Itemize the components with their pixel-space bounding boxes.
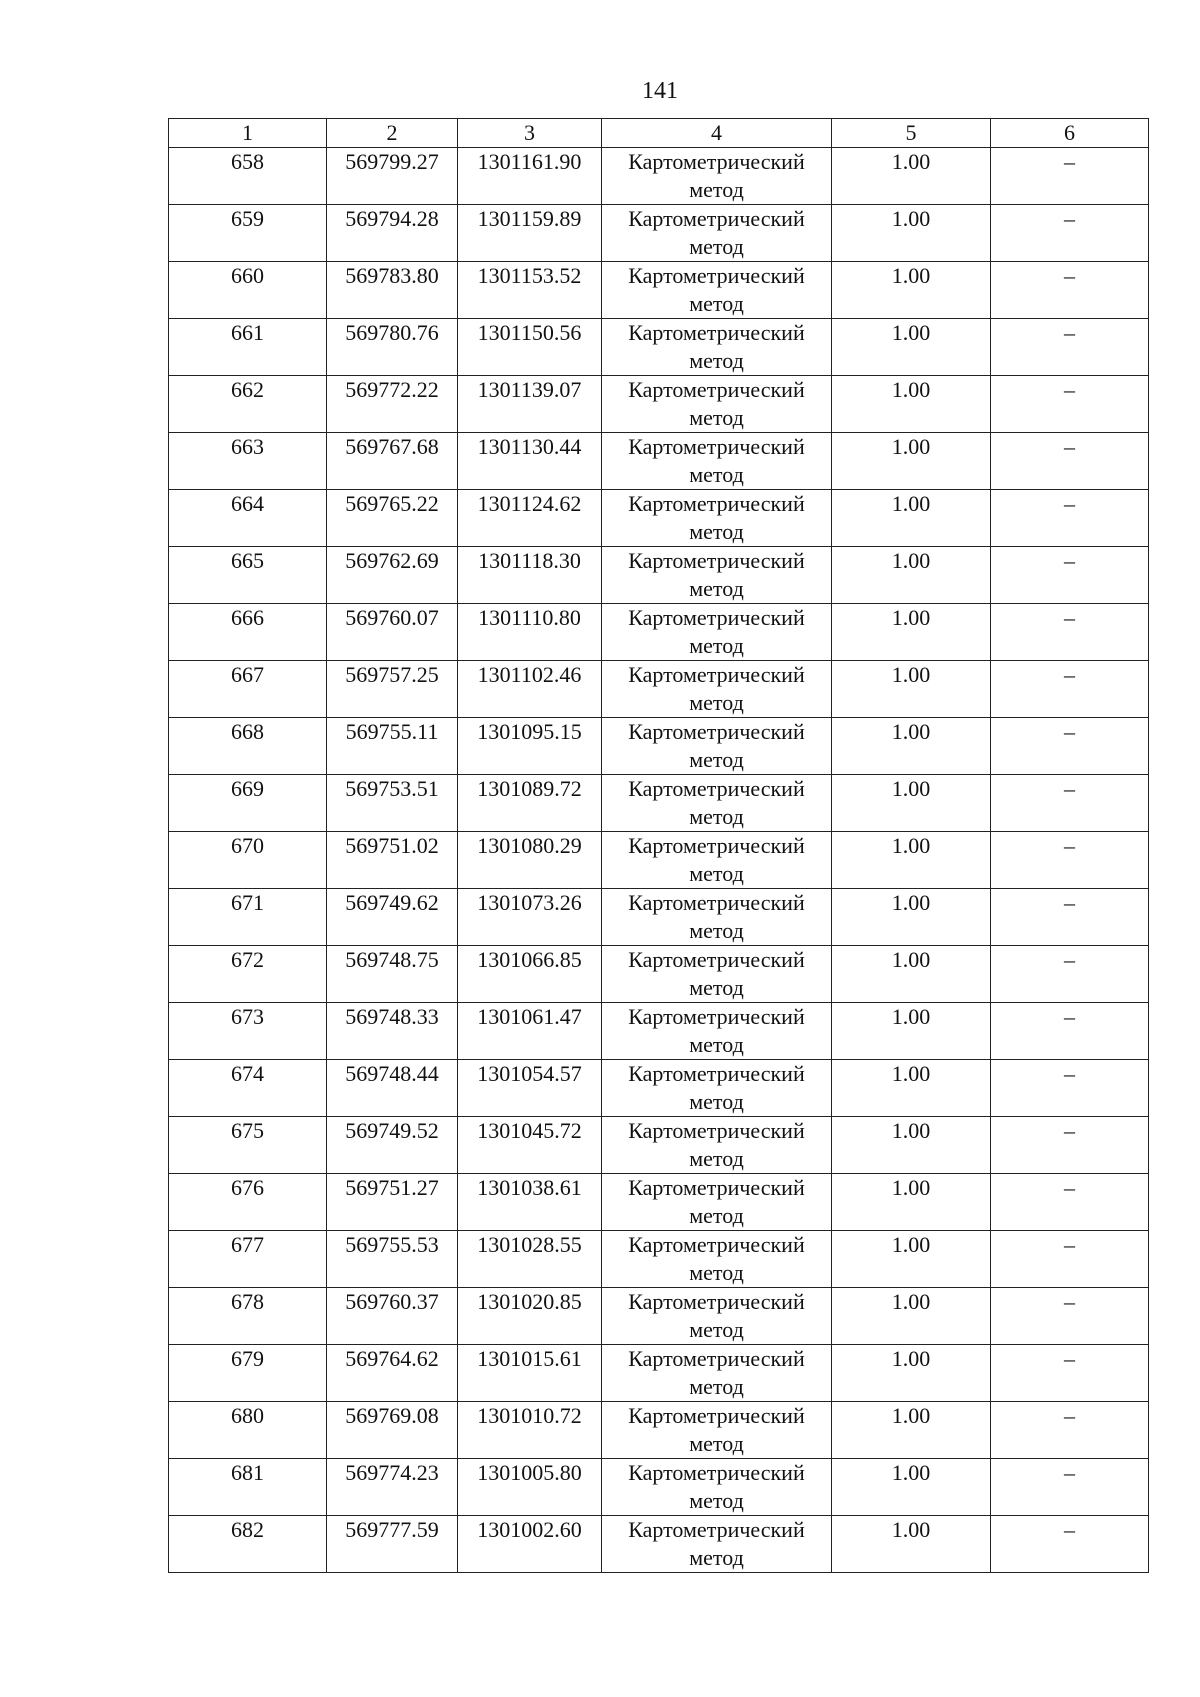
x-coordinate-cell: 569783.80 (327, 262, 458, 319)
point-number-cell: 670 (169, 832, 327, 889)
remark-cell: – (991, 946, 1149, 1003)
column-header: 4 (602, 119, 832, 148)
x-coordinate-cell: 569760.37 (327, 1288, 458, 1345)
column-header: 1 (169, 119, 327, 148)
table-row (169, 148, 1149, 205)
method-cell: Картометрический метод (602, 1516, 832, 1573)
point-number-cell: 679 (169, 1345, 327, 1402)
accuracy-cell: 1.00 (832, 1516, 991, 1573)
x-coordinate-cell: 569751.27 (327, 1174, 458, 1231)
table-row (169, 718, 1149, 775)
accuracy-cell: 1.00 (832, 1288, 991, 1345)
remark-cell: – (991, 319, 1149, 376)
point-number-cell: 681 (169, 1459, 327, 1516)
table-row (169, 1345, 1149, 1402)
y-coordinate-cell: 1301102.46 (458, 661, 602, 718)
method-cell: Картометрический метод (602, 319, 832, 376)
point-number-cell: 669 (169, 775, 327, 832)
remark-cell: – (991, 1288, 1149, 1345)
accuracy-cell: 1.00 (832, 1345, 991, 1402)
remark-cell: – (991, 1402, 1149, 1459)
point-number-cell: 677 (169, 1231, 327, 1288)
point-number-cell: 658 (169, 148, 327, 205)
method-cell: Картометрический метод (602, 832, 832, 889)
column-header: 2 (327, 119, 458, 148)
accuracy-cell: 1.00 (832, 433, 991, 490)
table-row (169, 1288, 1149, 1345)
y-coordinate-cell: 1301045.72 (458, 1117, 602, 1174)
y-coordinate-cell: 1301054.57 (458, 1060, 602, 1117)
x-coordinate-cell: 569755.11 (327, 718, 458, 775)
x-coordinate-cell: 569757.25 (327, 661, 458, 718)
remark-cell: – (991, 661, 1149, 718)
point-number-cell: 663 (169, 433, 327, 490)
point-number-cell: 674 (169, 1060, 327, 1117)
remark-cell: – (991, 775, 1149, 832)
method-cell: Картометрический метод (602, 262, 832, 319)
method-cell: Картометрический метод (602, 661, 832, 718)
x-coordinate-cell: 569769.08 (327, 1402, 458, 1459)
accuracy-cell: 1.00 (832, 490, 991, 547)
table-body (169, 148, 1149, 1573)
x-coordinate-cell: 569753.51 (327, 775, 458, 832)
table-row (169, 490, 1149, 547)
remark-cell: – (991, 1516, 1149, 1573)
y-coordinate-cell: 1301015.61 (458, 1345, 602, 1402)
y-coordinate-cell: 1301080.29 (458, 832, 602, 889)
remark-cell: – (991, 262, 1149, 319)
point-number-cell: 666 (169, 604, 327, 661)
x-coordinate-cell: 569748.33 (327, 1003, 458, 1060)
column-header: 5 (832, 119, 991, 148)
table-row (169, 205, 1149, 262)
accuracy-cell: 1.00 (832, 1060, 991, 1117)
point-number-cell: 662 (169, 376, 327, 433)
x-coordinate-cell: 569772.22 (327, 376, 458, 433)
method-cell: Картометрический метод (602, 1060, 832, 1117)
accuracy-cell: 1.00 (832, 1231, 991, 1288)
page-number: 141 (642, 78, 678, 104)
y-coordinate-cell: 1301153.52 (458, 262, 602, 319)
remark-cell: – (991, 604, 1149, 661)
remark-cell: – (991, 547, 1149, 604)
y-coordinate-cell: 1301124.62 (458, 490, 602, 547)
method-cell: Картометрический метод (602, 718, 832, 775)
accuracy-cell: 1.00 (832, 376, 991, 433)
y-coordinate-cell: 1301002.60 (458, 1516, 602, 1573)
remark-cell: – (991, 832, 1149, 889)
method-cell: Картометрический метод (602, 1117, 832, 1174)
y-coordinate-cell: 1301061.47 (458, 1003, 602, 1060)
x-coordinate-cell: 569777.59 (327, 1516, 458, 1573)
x-coordinate-cell: 569764.62 (327, 1345, 458, 1402)
accuracy-cell: 1.00 (832, 1402, 991, 1459)
method-cell: Картометрический метод (602, 547, 832, 604)
method-cell: Картометрический метод (602, 205, 832, 262)
x-coordinate-cell: 569774.23 (327, 1459, 458, 1516)
x-coordinate-cell: 569794.28 (327, 205, 458, 262)
table-row (169, 832, 1149, 889)
remark-cell: – (991, 1345, 1149, 1402)
y-coordinate-cell: 1301118.30 (458, 547, 602, 604)
table-row (169, 1174, 1149, 1231)
accuracy-cell: 1.00 (832, 1459, 991, 1516)
point-number-cell: 671 (169, 889, 327, 946)
accuracy-cell: 1.00 (832, 262, 991, 319)
method-cell: Картометрический метод (602, 433, 832, 490)
accuracy-cell: 1.00 (832, 547, 991, 604)
point-number-cell: 659 (169, 205, 327, 262)
table-row (169, 1060, 1149, 1117)
point-number-cell: 672 (169, 946, 327, 1003)
remark-cell: – (991, 148, 1149, 205)
accuracy-cell: 1.00 (832, 1117, 991, 1174)
coordinates-table (168, 118, 1149, 1573)
x-coordinate-cell: 569751.02 (327, 832, 458, 889)
method-cell: Картометрический метод (602, 775, 832, 832)
point-number-cell: 668 (169, 718, 327, 775)
method-cell: Картометрический метод (602, 376, 832, 433)
x-coordinate-cell: 569760.07 (327, 604, 458, 661)
point-number-cell: 665 (169, 547, 327, 604)
accuracy-cell: 1.00 (832, 661, 991, 718)
remark-cell: – (991, 889, 1149, 946)
accuracy-cell: 1.00 (832, 205, 991, 262)
accuracy-cell: 1.00 (832, 148, 991, 205)
method-cell: Картометрический метод (602, 148, 832, 205)
accuracy-cell: 1.00 (832, 1174, 991, 1231)
column-header: 3 (458, 119, 602, 148)
point-number-cell: 680 (169, 1402, 327, 1459)
point-number-cell: 682 (169, 1516, 327, 1573)
point-number-cell: 673 (169, 1003, 327, 1060)
point-number-cell: 676 (169, 1174, 327, 1231)
y-coordinate-cell: 1301139.07 (458, 376, 602, 433)
accuracy-cell: 1.00 (832, 604, 991, 661)
table-row (169, 775, 1149, 832)
table-row (169, 262, 1149, 319)
remark-cell: – (991, 1003, 1149, 1060)
accuracy-cell: 1.00 (832, 718, 991, 775)
x-coordinate-cell: 569748.75 (327, 946, 458, 1003)
table-row (169, 1003, 1149, 1060)
remark-cell: – (991, 718, 1149, 775)
y-coordinate-cell: 1301020.85 (458, 1288, 602, 1345)
remark-cell: – (991, 490, 1149, 547)
point-number-cell: 664 (169, 490, 327, 547)
table-header-row (169, 119, 1149, 148)
point-number-cell: 678 (169, 1288, 327, 1345)
y-coordinate-cell: 1301130.44 (458, 433, 602, 490)
x-coordinate-cell: 569765.22 (327, 490, 458, 547)
y-coordinate-cell: 1301073.26 (458, 889, 602, 946)
remark-cell: – (991, 1231, 1149, 1288)
remark-cell: – (991, 433, 1149, 490)
table-row (169, 433, 1149, 490)
table-row (169, 1516, 1149, 1573)
y-coordinate-cell: 1301005.80 (458, 1459, 602, 1516)
remark-cell: – (991, 1117, 1149, 1174)
method-cell: Картометрический метод (602, 1174, 832, 1231)
x-coordinate-cell: 569749.62 (327, 889, 458, 946)
y-coordinate-cell: 1301028.55 (458, 1231, 602, 1288)
remark-cell: – (991, 1459, 1149, 1516)
x-coordinate-cell: 569748.44 (327, 1060, 458, 1117)
method-cell: Картометрический метод (602, 604, 832, 661)
y-coordinate-cell: 1301161.90 (458, 148, 602, 205)
method-cell: Картометрический метод (602, 1231, 832, 1288)
method-cell: Картометрический метод (602, 1288, 832, 1345)
y-coordinate-cell: 1301010.72 (458, 1402, 602, 1459)
method-cell: Картометрический метод (602, 1402, 832, 1459)
y-coordinate-cell: 1301150.56 (458, 319, 602, 376)
y-coordinate-cell: 1301095.15 (458, 718, 602, 775)
table-row (169, 1402, 1149, 1459)
table-row (169, 604, 1149, 661)
method-cell: Картометрический метод (602, 889, 832, 946)
column-header: 6 (991, 119, 1149, 148)
table-row (169, 1459, 1149, 1516)
table-row (169, 319, 1149, 376)
x-coordinate-cell: 569762.69 (327, 547, 458, 604)
x-coordinate-cell: 569767.68 (327, 433, 458, 490)
remark-cell: – (991, 1060, 1149, 1117)
table-row (169, 376, 1149, 433)
table-row (169, 661, 1149, 718)
accuracy-cell: 1.00 (832, 775, 991, 832)
remark-cell: – (991, 376, 1149, 433)
table-row (169, 889, 1149, 946)
y-coordinate-cell: 1301089.72 (458, 775, 602, 832)
point-number-cell: 660 (169, 262, 327, 319)
y-coordinate-cell: 1301110.80 (458, 604, 602, 661)
table-header (169, 119, 1149, 148)
method-cell: Картометрический метод (602, 490, 832, 547)
point-number-cell: 661 (169, 319, 327, 376)
method-cell: Картометрический метод (602, 1345, 832, 1402)
y-coordinate-cell: 1301159.89 (458, 205, 602, 262)
accuracy-cell: 1.00 (832, 319, 991, 376)
method-cell: Картометрический метод (602, 1459, 832, 1516)
remark-cell: – (991, 1174, 1149, 1231)
accuracy-cell: 1.00 (832, 832, 991, 889)
table-row (169, 1231, 1149, 1288)
x-coordinate-cell: 569799.27 (327, 148, 458, 205)
table-row (169, 1117, 1149, 1174)
x-coordinate-cell: 569749.52 (327, 1117, 458, 1174)
accuracy-cell: 1.00 (832, 1003, 991, 1060)
table-row (169, 946, 1149, 1003)
point-number-cell: 675 (169, 1117, 327, 1174)
y-coordinate-cell: 1301038.61 (458, 1174, 602, 1231)
point-number-cell: 667 (169, 661, 327, 718)
method-cell: Картометрический метод (602, 1003, 832, 1060)
method-cell: Картометрический метод (602, 946, 832, 1003)
x-coordinate-cell: 569755.53 (327, 1231, 458, 1288)
remark-cell: – (991, 205, 1149, 262)
table-row (169, 547, 1149, 604)
y-coordinate-cell: 1301066.85 (458, 946, 602, 1003)
x-coordinate-cell: 569780.76 (327, 319, 458, 376)
accuracy-cell: 1.00 (832, 946, 991, 1003)
accuracy-cell: 1.00 (832, 889, 991, 946)
